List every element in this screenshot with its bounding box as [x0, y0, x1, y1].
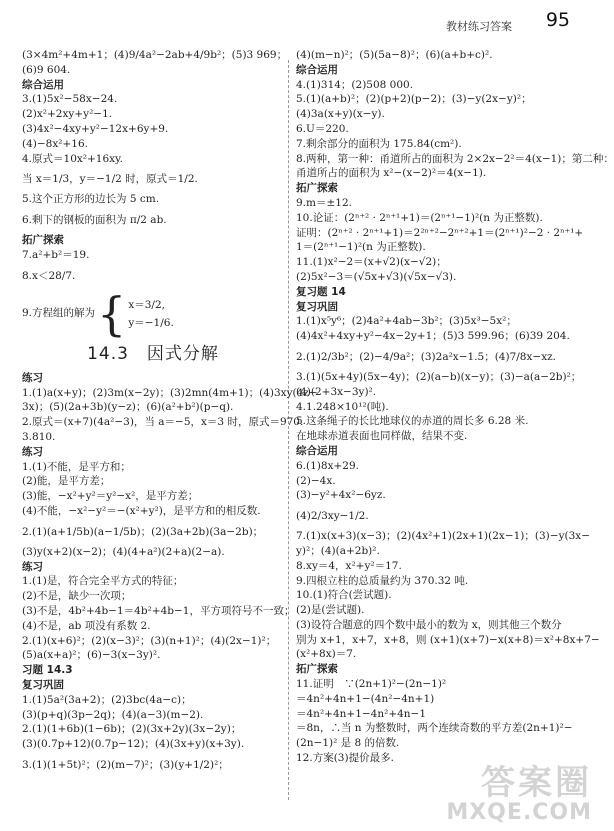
answer-line: 在地球赤道表面也同样做，结果不变.	[296, 430, 468, 443]
section-heading: 拓广探索	[22, 234, 64, 247]
answer-line: 5.这条绳子的长比地球仪的赤道的周长多 6.28 米.	[296, 415, 529, 428]
answer-line: 3.(1)5x²−58x−24.	[22, 93, 118, 106]
answer-line: ＝4n²+4n+1−(4n²−4n+1)	[296, 692, 435, 705]
watermark-line1: 答案圈	[481, 763, 592, 803]
answer-line: 8.两种，第一种：甬道所占的面积为 2×2x−2²＝4(x−1)；第二种：	[296, 152, 614, 165]
answer-line: (4)−8x²+16.	[22, 137, 88, 150]
answer-line: 7.a²+b²＝19.	[22, 248, 90, 261]
watermark-logo	[446, 765, 592, 825]
page-number: 95	[545, 9, 570, 31]
answer-line: 6.剩下的钢板的面积为 π/2 ab.	[22, 214, 167, 227]
answer-line: 10.(1)符合(尝试题).	[296, 589, 392, 602]
answer-line: 7.(1)x(x+3)(x−3)；(2)(4x²+1)(2x+1)(2x−1)；(3)−y(3x−	[296, 530, 590, 543]
answer-line: 10.论证：(2ⁿ⁺² · 2ⁿ⁺¹+1)＝(2ⁿ⁺¹−1)²(n 为正整数).	[296, 211, 543, 224]
section-heading: 习题 14.3	[22, 664, 73, 677]
answer-line: (x²+8x)＝7.	[296, 648, 357, 661]
section-heading: 拓广探索	[296, 182, 338, 195]
answer-line: (3)设符合题意的四个数中最小的数为 x，则其他三个数分	[296, 618, 562, 631]
answer-line: 6.(1)8x+29.	[296, 459, 359, 472]
right-column	[296, 48, 614, 823]
section-title: 14.3 因式分解	[87, 343, 219, 364]
section-heading: 练习	[22, 445, 43, 458]
section-heading: 拓广探索	[296, 663, 338, 676]
answer-line: 3x)；(5)(2a+3b)(y−z)；(6)(a²+b²)(p−q).	[22, 401, 234, 414]
left-column	[22, 48, 318, 823]
watermark-line2: MXQE.COM	[446, 800, 592, 825]
section-heading: 综合运用	[22, 78, 64, 91]
answer-line: 1.(1)x⁵y⁶；(2)4a²+4ab−3b²；(3)5x³−5x²；	[296, 315, 517, 328]
answer-line: (4)(m−n)²；(5)(5a−8)²；(6)(a+b+c)².	[296, 49, 493, 61]
answer-line: (2)不是，缺少一次项；	[22, 590, 132, 603]
column-divider	[288, 60, 289, 800]
answer-line: 4.原式＝10x²+16xy.	[22, 152, 123, 165]
answer-line: 4.1.248×10¹²(吨).	[296, 400, 389, 413]
answer-line: 8.x＜28/7.	[22, 269, 76, 282]
answer-line: (2)能，是平方差；	[22, 475, 111, 488]
answer-line: 证明：(2ⁿ⁺² · 2ⁿ⁺¹+1)＝2²ⁿ⁺²−2ⁿ⁺²+1＝(2ⁿ⁺¹)²−2 · 2ⁿ⁺¹+	[296, 226, 584, 239]
answer-line: 1.(1)5a²(3a+2)；(2)3bc(4a−c)；	[22, 693, 192, 706]
system-x: x＝3/2,	[128, 298, 165, 311]
answer-line: 9.四根立柱的总质量约为 370.32 吨.	[296, 574, 469, 587]
answer-line: (3)4x²−4xy+y²−12x+6y+9.	[22, 122, 169, 135]
answer-line: 5.(1)(a+b)²；(2)(p+2)(p−2)；(3)−y(2x−y)²；	[296, 93, 532, 106]
answer-line: (4)不能，−x²−y²＝−(x²+y²)，是平方和的相反数.	[22, 504, 261, 517]
answer-line: (5)a(x+a)²；(6)−3(x−3y)².	[22, 649, 161, 662]
answer-line: (4)4x²+4xy+y²−4x−2y+1；(5)3 599.96；(6)39 204.	[296, 330, 570, 343]
answer-line: 9.m＝±12.	[296, 196, 352, 209]
answer-line: 别为 x+1，x+7，x+8，则 (x+1)(x+7)−x(x+8)＝x²+8x+7−	[296, 633, 600, 646]
answer-line: (6)9 604.	[22, 63, 71, 76]
answer-line: 2.原式＝(x+7)(4a²−3)，当 a＝−5，x＝3 时，原式＝970.	[22, 416, 304, 429]
answer-line: (3×4m²+4m+1；(4)9/4a²−2ab+4/9b²；(5)3 969；	[22, 49, 288, 61]
equation-system	[22, 286, 284, 341]
answer-line: (2)x²+2xy+y²−1.	[22, 108, 113, 121]
answer-line: (3)(0.7p+12)(0.7p−12)；(4)(3x+y)(x+3y).	[22, 738, 245, 751]
answer-line: (2)是(尝试题).	[296, 604, 365, 617]
answer-line: 1.(1)a(x+y)；(2)3m(x−2y)；(3)2mn(4m+1)；(4)3xy(4z−	[22, 386, 318, 399]
answer-line: (4)(2+3x−3y)².	[296, 385, 377, 398]
answer-line: (3)−y²+4x²−6yz.	[296, 489, 386, 502]
header-title: 教材练习答案	[446, 20, 512, 33]
answer-line: (2n−1)² 是 8 的倍数.	[296, 737, 400, 750]
answer-line: (2)−4x.	[296, 474, 336, 487]
answer-line: 1.(1)是，符合完全平方式的特征；	[22, 575, 184, 588]
answer-line: 3.(1)(1+5t)²；(2)(m−7)²；(3)(y+1/2)²；	[22, 758, 229, 771]
answer-line: (3)不是，4b²+4b−1＝4b²+4b−1，平方项符号不一致；	[22, 604, 295, 617]
answer-line: (4)3a(x+y)(x−y).	[296, 108, 385, 121]
answer-line: 3.(1)(5x+4y)(5x−4y)；(2)(a−b)(x−y)；(3)−a(a−2b)²；	[296, 370, 582, 383]
answer-line: ＝8n，∴当 n 为整数时，两个连续奇数的平方差(2n+1)²−	[296, 722, 573, 735]
answer-line: 11.(1)x²−2＝(x+√2)(x−√2)；	[296, 256, 447, 269]
answer-line: 7.剩余部分的面积为 175.84(cm²).	[296, 137, 462, 150]
answer-line: 2.(1)(1+6b)(1−6b)；(2)(3x+2y)(3x−2y)；	[22, 723, 242, 736]
answer-line: 1＝(2ⁿ⁺¹−1)²(n 为正整数).	[296, 241, 426, 254]
page-header	[30, 8, 570, 38]
section-heading: 练习	[22, 371, 43, 384]
answer-line: y)²；(4)(a+2b)².	[296, 544, 380, 557]
answer-line: (3)(p+q)(3p−2q)；(4)(a−3)(m−2).	[22, 708, 204, 721]
answer-line: 甬道所占的面积为 x²−(x−2)²＝4(x−1).	[296, 167, 487, 180]
system-y: y＝−1/6.	[128, 316, 174, 329]
answer-line: (3)y(x+2)(x−2)；(4)(4+a²)(2+a)(2−a).	[22, 545, 225, 558]
brace-symbol: {	[97, 286, 127, 341]
section-heading: 综合运用	[296, 444, 338, 457]
answer-line: (3)能，−x²+y²＝y²−x²，是平方差；	[22, 490, 199, 503]
answer-line: 2.(1)2/3b²；(2)−4/9a²；(3)2a²x−1.5；(4)7/8x−xz.	[296, 350, 556, 363]
section-heading: 练习	[22, 560, 43, 573]
answer-line: 2.(1)(a+1/5b)(a−1/5b)；(2)(3a+2b)(3a−2b)；	[22, 525, 264, 538]
answer-line: 6.U＝220.	[296, 122, 349, 135]
answer-line: 4.(1)314；(2)508 000.	[296, 78, 414, 91]
system-prefix: 9.方程组的解为	[22, 307, 96, 320]
answer-line: 1.(1)不能，是平方和；	[22, 460, 131, 473]
section-heading: 复习巩固	[296, 300, 338, 313]
answer-line: 3.810.	[22, 430, 56, 443]
section-heading: 复习巩固	[22, 678, 64, 691]
answer-line: 12.方案(3)提价最多.	[296, 752, 394, 765]
answer-line: (2)5x²−3＝(√5x+√3)(√5x−√3).	[296, 270, 457, 283]
answer-line: 11.证明 ∵(2n+1)²−(2n−1)²	[296, 678, 447, 691]
answer-line: (4)不是，ab 项没有系数 2.	[22, 619, 151, 632]
section-heading: 综合运用	[296, 63, 338, 76]
answer-line: 2.(1)(x+6)²；(2)(x−3)²；(3)(n+1)²；(4)(2x−1)²；	[22, 634, 277, 647]
answer-line: ＝4n²+4n+1−4n²+4n−1	[296, 707, 427, 720]
answer-line: 5.这个正方形的边长为 5 cm.	[22, 193, 160, 206]
section-heading: 复习题 14	[296, 285, 346, 298]
answer-line: (4)2/3xy−1/2.	[296, 510, 369, 523]
answer-line: 8.xy＝4，x²+y²＝17.	[296, 559, 402, 572]
answer-line: 当 x＝1/3，y＝−1/2 时，原式＝1/2.	[22, 173, 198, 186]
